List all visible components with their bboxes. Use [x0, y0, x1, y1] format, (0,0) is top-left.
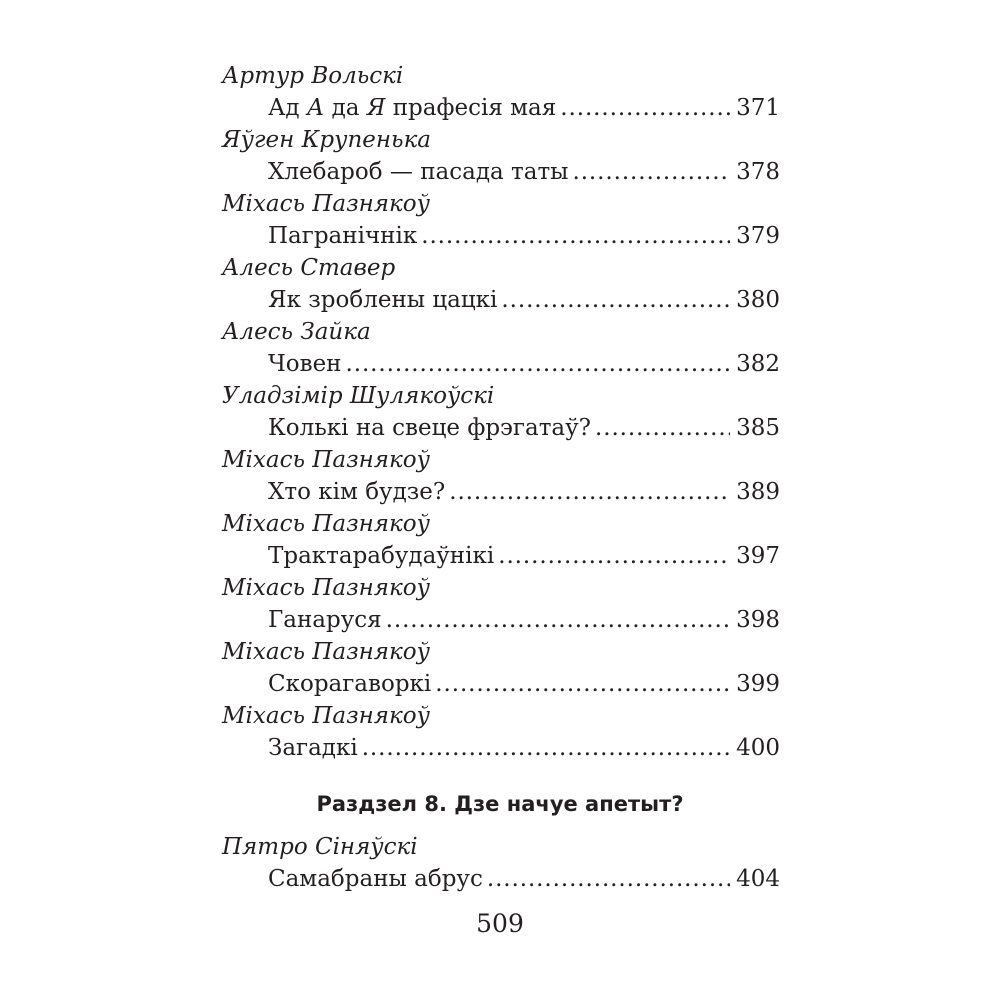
- toc-author: Артур Вольскі: [222, 63, 404, 89]
- toc-entry-title-part: Як зроблены цацкі: [268, 287, 498, 313]
- toc-entry-title-part: Човен: [268, 351, 342, 377]
- section-heading: Раздзел 8. Дзе начуе апетыт?: [316, 792, 684, 816]
- dot-leader: [435, 668, 730, 700]
- toc-entry-title: [268, 476, 445, 508]
- toc-entry-title: [268, 412, 591, 444]
- toc-author: Міхась Пазнякоў: [222, 511, 430, 537]
- toc-page-number: 382: [736, 351, 780, 377]
- toc-entry-title: [268, 604, 382, 636]
- toc-entry-title: [268, 668, 431, 700]
- toc-author: Міхась Пазнякоў: [222, 575, 430, 601]
- dot-leader: [386, 604, 730, 636]
- dot-leader: [572, 156, 730, 188]
- toc-entry-title: [268, 220, 417, 252]
- toc-entry-title-part: Колькі на свеце фрэгатаў?: [268, 415, 591, 441]
- toc-entry-title-part: Загадкі: [268, 735, 358, 761]
- toc-author: Міхась Пазнякоў: [222, 703, 430, 729]
- toc-author: Яўген Крупенька: [222, 127, 432, 153]
- page-number: 509: [476, 909, 524, 938]
- section-table-of-contents: [222, 831, 780, 895]
- toc-entry-title-part: Я: [366, 95, 386, 121]
- toc-author: Міхась Пазнякоў: [222, 447, 430, 473]
- toc-page-number: 385: [736, 415, 780, 441]
- toc-page-number: 397: [736, 543, 780, 569]
- toc-entry: [268, 540, 780, 572]
- dot-leader: [487, 863, 730, 895]
- toc-page-number: 371: [736, 95, 780, 121]
- toc-entry-title: [268, 92, 556, 124]
- toc-entry-title-part: А: [306, 95, 325, 121]
- dot-leader: [560, 92, 730, 124]
- toc-author: Алесь Зайка: [222, 319, 371, 345]
- dot-leader: [595, 412, 730, 444]
- toc-entry: [268, 412, 780, 444]
- toc-page-number: 400: [736, 735, 780, 761]
- dot-leader: [498, 540, 730, 572]
- toc-page-number: 380: [736, 287, 780, 313]
- toc-page-number: 399: [736, 671, 780, 697]
- toc-page-number: 379: [736, 223, 780, 249]
- toc-entry-title: [268, 540, 494, 572]
- toc-entry-title: [268, 348, 342, 380]
- toc-entry-title-part: Хлебароб — пасада таты: [268, 159, 569, 185]
- dot-leader: [421, 220, 730, 252]
- toc-entry-title: [268, 863, 483, 895]
- toc-entry: [268, 476, 780, 508]
- toc-entry: [268, 284, 780, 316]
- toc-author: Міхась Пазнякоў: [222, 191, 430, 217]
- toc-page-number: 404: [736, 866, 780, 892]
- toc-entry-title-part: Хто кім будзе?: [268, 479, 446, 505]
- toc-entry-title-part: да: [324, 95, 367, 121]
- toc-author: Пятро Сіняўскі: [222, 834, 418, 860]
- toc-page-number: 378: [736, 159, 780, 185]
- toc-author: Алесь Ставер: [222, 255, 396, 281]
- toc-author: Уладзімір Шулякоўскі: [222, 383, 495, 409]
- toc-entry-title-part: Ад: [268, 95, 307, 121]
- toc-entry-title-part: Самабраны абрус: [268, 866, 483, 892]
- toc-entry-title: [268, 284, 497, 316]
- toc-entry-title-part: Пагранічнік: [268, 223, 418, 249]
- toc-entry-title: [268, 156, 568, 188]
- toc-entry-title-part: Трактарабудаўнікі: [268, 543, 495, 569]
- dot-leader: [362, 732, 730, 764]
- toc-entry: [268, 863, 780, 895]
- toc-entry-title-part: прафесія мая: [385, 95, 557, 121]
- dot-leader: [449, 476, 730, 508]
- toc-page-number: 398: [736, 607, 780, 633]
- dot-leader: [501, 284, 730, 316]
- toc-entry: [268, 348, 780, 380]
- dot-leader: [346, 348, 731, 380]
- toc-entry-title-part: Скорагаворкі: [268, 671, 432, 697]
- toc-entry: [268, 220, 780, 252]
- toc-entry: [268, 604, 780, 636]
- toc-entry-title: [268, 732, 358, 764]
- toc-entry: [268, 156, 780, 188]
- toc-entry: [268, 92, 780, 124]
- table-of-contents: [222, 60, 780, 764]
- toc-author: Міхась Пазнякоў: [222, 639, 430, 665]
- toc-entry-title-part: Ганаруся: [268, 607, 382, 633]
- toc-entry: [268, 668, 780, 700]
- toc-page-number: 389: [736, 479, 780, 505]
- toc-entry: [268, 732, 780, 764]
